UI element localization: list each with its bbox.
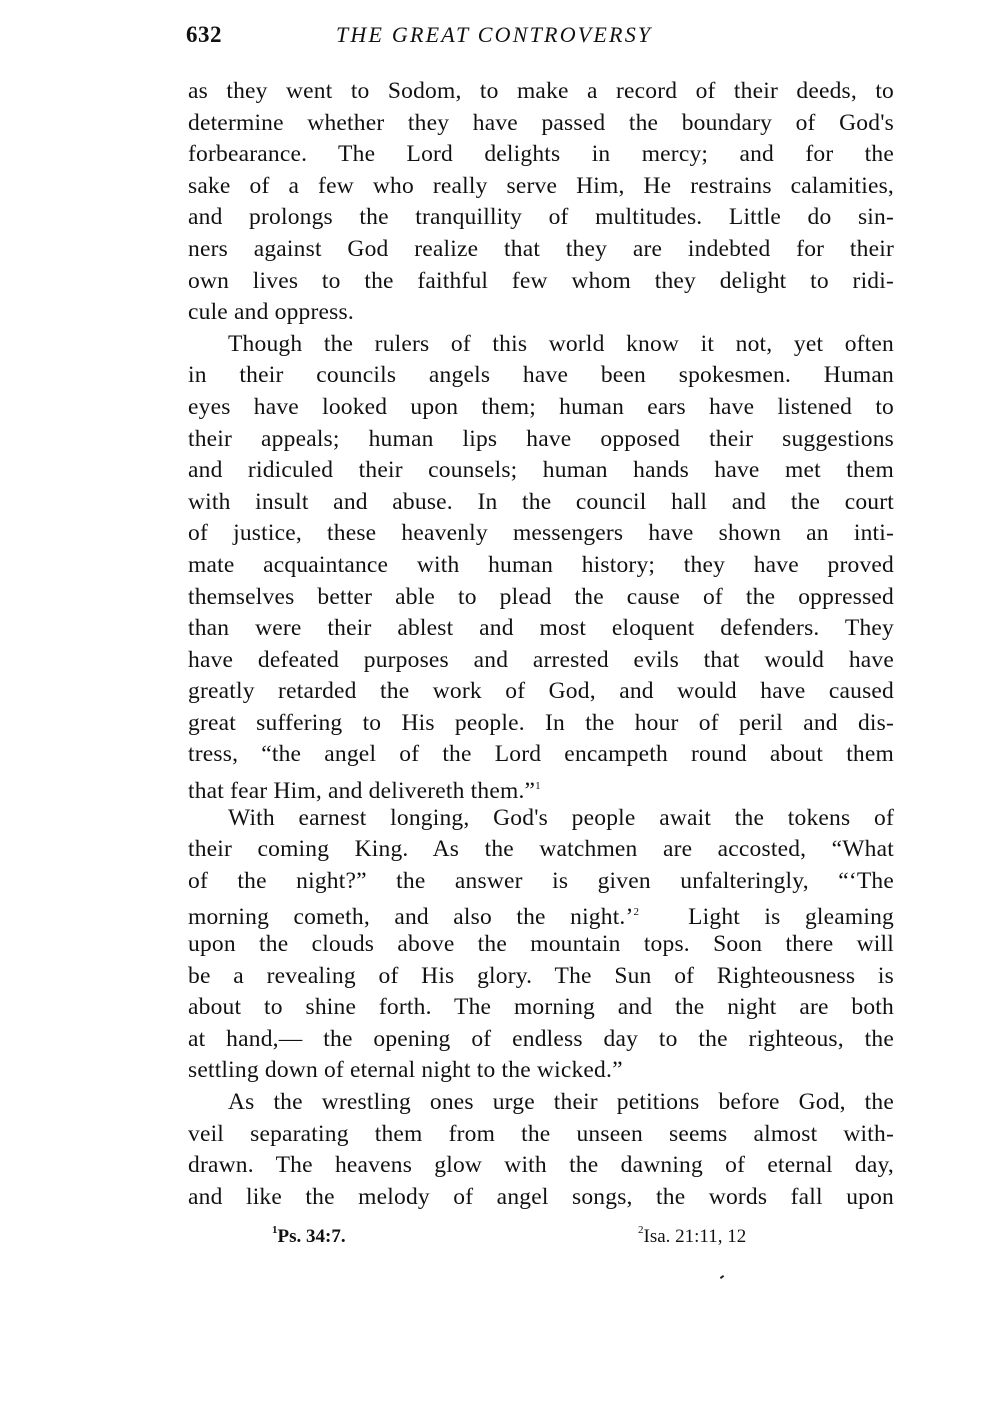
paragraph-start-line: With earnest longing, God's people await the tokens of: [228, 804, 894, 831]
text-line: at hand,— the opening of endless day to the righteous, the: [188, 1025, 894, 1052]
footnote-text: Ps. 34:7.: [277, 1226, 346, 1247]
text-line: veil separating them from the unseen seems almost with-: [188, 1120, 894, 1147]
text-line: of justice, these heavenly messengers have shown an inti-: [188, 520, 894, 547]
text-line: own lives to the faithful few whom they delight to ridi-: [188, 267, 894, 294]
line-text: that fear Him, and delivereth them.”: [188, 778, 536, 805]
text-line-with-footnote: [188, 897, 894, 929]
text-line: sake of a few who really serve Him, He restrains calamities,: [188, 172, 894, 199]
text-line: mate acquaintance with human history; they have proved: [188, 551, 894, 578]
line-text-tail: Light is gleaming: [639, 904, 894, 931]
text-line: upon the clouds above the mountain tops. Soon there will: [188, 931, 894, 958]
text-line: forbearance. The Lord delights in mercy; and for the: [188, 141, 894, 168]
text-line: than were their ablest and most eloquent defenders. They: [188, 615, 894, 642]
text-line: and ridiculed their counsels; human hands have met them: [188, 457, 894, 484]
text-line: be a revealing of His glory. The Sun of Righteousness is: [188, 962, 894, 989]
text-line: about to shine forth. The morning and the night are both: [188, 994, 894, 1021]
text-line: their appeals; human lips have opposed their suggestions: [188, 425, 894, 452]
footnote-1: [272, 1224, 346, 1248]
running-title: THE GREAT CONTROVERSY: [336, 22, 653, 47]
text-line: determine whether they have passed the boundary of God's: [188, 109, 894, 136]
footnote-ref-2: 2: [633, 906, 640, 919]
text-line: settling down of eternal night to the wicked.”: [188, 1057, 623, 1084]
footnote-marker: 1: [272, 1224, 278, 1236]
page-header: [186, 22, 896, 56]
text-line: themselves better able to plead the cause of the oppressed: [188, 583, 894, 610]
body-text: [188, 76, 894, 1213]
footnotes: [188, 1224, 894, 1254]
text-line: ners against God realize that they are indebted for their: [188, 235, 894, 262]
text-line-with-footnote: [188, 771, 894, 803]
text-line: eyes have looked upon them; human ears have listened to: [188, 393, 894, 420]
footnote-text: Isa. 21:11, 12: [643, 1226, 747, 1247]
footnote-ref-1: 1: [535, 780, 541, 793]
text-line: of the night?” the answer is given unfalteringly, “‘The: [188, 867, 894, 894]
text-line: their coming King. As the watchmen are accosted, “What: [188, 836, 894, 863]
text-line: and like the melody of angel songs, the words fall upon: [188, 1183, 894, 1210]
paragraph-start-line: Though the rulers of this world know it not, yet often: [228, 330, 894, 357]
page-number: 632: [186, 22, 222, 47]
text-line: greatly retarded the work of God, and would have caused: [188, 678, 894, 705]
text-line: great suffering to His people. In the hour of peril and dis-: [188, 709, 894, 736]
text-line: as they went to Sodom, to make a record of their deeds, to: [188, 78, 894, 104]
text-line: drawn. The heavens glow with the dawning of eternal day,: [188, 1152, 894, 1179]
line-text: morning cometh, and also the night.’: [188, 904, 634, 931]
scan-speck: [720, 1275, 724, 1279]
text-line: have defeated purposes and arrested evils that would have: [188, 646, 894, 673]
text-line: and prolongs the tranquillity of multitudes. Little do sin-: [188, 204, 894, 231]
footnote-marker: 2: [638, 1224, 644, 1236]
text-line: cule and oppress.: [188, 299, 354, 326]
text-line: in their councils angels have been spokesmen. Human: [188, 362, 894, 389]
text-line: tress, “the angel of the Lord encampeth round about them: [188, 741, 894, 768]
footnote-2: [638, 1224, 746, 1248]
paragraph-start-line: As the wrestling ones urge their petitions before God, the: [228, 1089, 894, 1115]
text-line: with insult and abuse. In the council hall and the court: [188, 488, 894, 515]
